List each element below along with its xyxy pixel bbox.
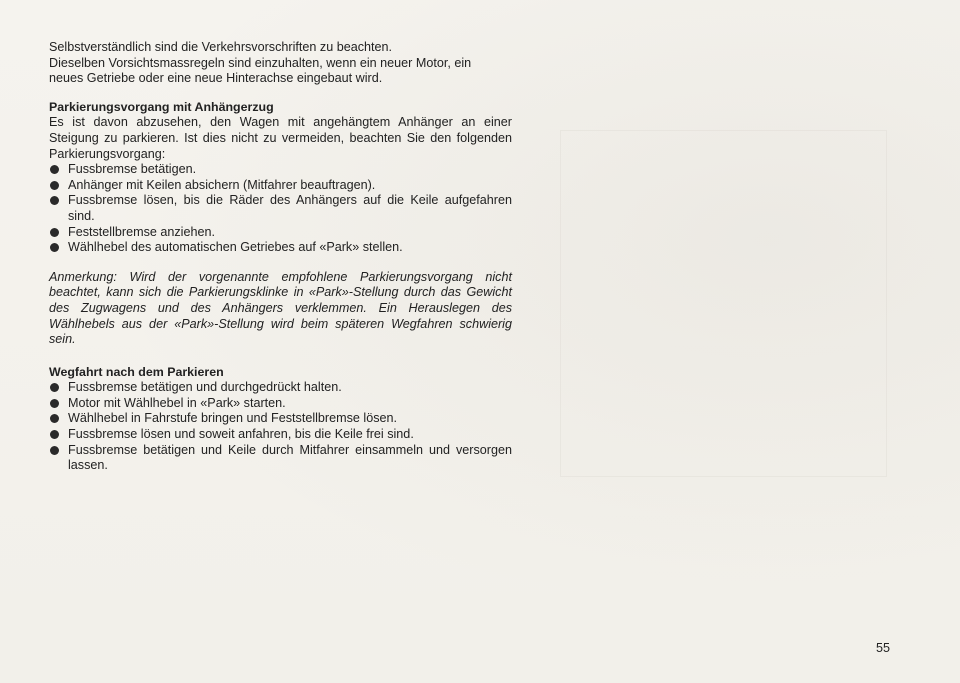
bullet-icon (50, 181, 59, 190)
list-item (49, 380, 512, 396)
intro-line: Selbstverständlich sind die Verkehrsvorschriften zu beachten. (49, 40, 393, 54)
bullet-icon (50, 414, 59, 423)
intro-line: Dieselben Vorsichtsmassregeln sind einzuhalten, wenn ein neuer Motor, ein (49, 55, 472, 70)
bullet-icon (50, 228, 59, 237)
list-item (49, 193, 512, 224)
list-item (49, 225, 512, 241)
list-item (49, 396, 512, 412)
bullet-icon (50, 446, 59, 455)
bullet-icon (50, 196, 59, 205)
page-number: 55 (875, 641, 890, 655)
list-item-text: Fussbremse lösen, bis die Räder des Anhängers auf die Keile aufgefahren sind. (68, 193, 512, 223)
list-item (49, 178, 512, 194)
section-heading: Wegfahrt nach dem Parkieren (49, 364, 224, 379)
intro-line: neues Getriebe oder eine neue Hinterachse eingebaut wird. (49, 71, 383, 86)
departure-section (49, 365, 512, 474)
list-item (49, 427, 512, 443)
bullet-icon (50, 399, 59, 408)
parking-steps-list (49, 162, 512, 256)
bullet-icon (50, 243, 59, 252)
list-item-text: Wählhebel des automatischen Getriebes auf «Park» stellen. (68, 240, 403, 255)
list-item-text: Anhänger mit Keilen absichern (Mitfahrer beauftragen). (68, 177, 376, 192)
list-item-text: Wählhebel in Fahrstufe bringen und Feststellbremse lösen. (68, 411, 398, 426)
bullet-icon (50, 165, 59, 174)
section-text: Es ist davon abzusehen, den Wagen mit angehängtem Anhänger an einer Steigung zu parkieren. Ist dies nicht zu vermeiden, beachten Sie den folgenden Parkierungsvorgang: (49, 115, 512, 161)
text-column (49, 40, 512, 474)
section-heading: Parkierungsvorgang mit Anhängerzug (49, 99, 274, 114)
list-item-text: Fussbremse betätigen und Keile durch Mitfahrer einsammeln und versorgen lassen. (68, 442, 512, 473)
list-item (49, 411, 512, 427)
list-item-text: Fussbremse betätigen und durchgedrückt halten. (68, 380, 342, 395)
list-item (49, 443, 512, 474)
list-item-text: Fussbremse betätigen. (68, 162, 197, 177)
note-paragraph: Anmerkung: Wird der vorgenannte empfohlene Parkierungsvorgang nicht beachtet, kann sich die Parkierungsklinke in «Park»-Stellung durch das Gewicht des Zugwagens und des Anhängers verklemmen. Ein Herauslegen des Wählhebels aus der «Park»-Stellung wird beim späteren Wegfahren schwierig sein. (49, 269, 512, 347)
list-item (49, 162, 512, 178)
bullet-icon (50, 383, 59, 392)
bleed-through-frame (560, 130, 887, 477)
list-item-text: Fussbremse lösen und soweit anfahren, bis die Keile frei sind. (68, 427, 414, 442)
list-item-text: Feststellbremse anziehen. (68, 224, 215, 239)
list-item-text: Motor mit Wählhebel in «Park» starten. (68, 395, 286, 410)
intro-paragraph (49, 40, 512, 87)
departure-steps-list (49, 380, 512, 474)
list-item (49, 240, 512, 256)
parking-section (49, 100, 512, 256)
bullet-icon (50, 430, 59, 439)
